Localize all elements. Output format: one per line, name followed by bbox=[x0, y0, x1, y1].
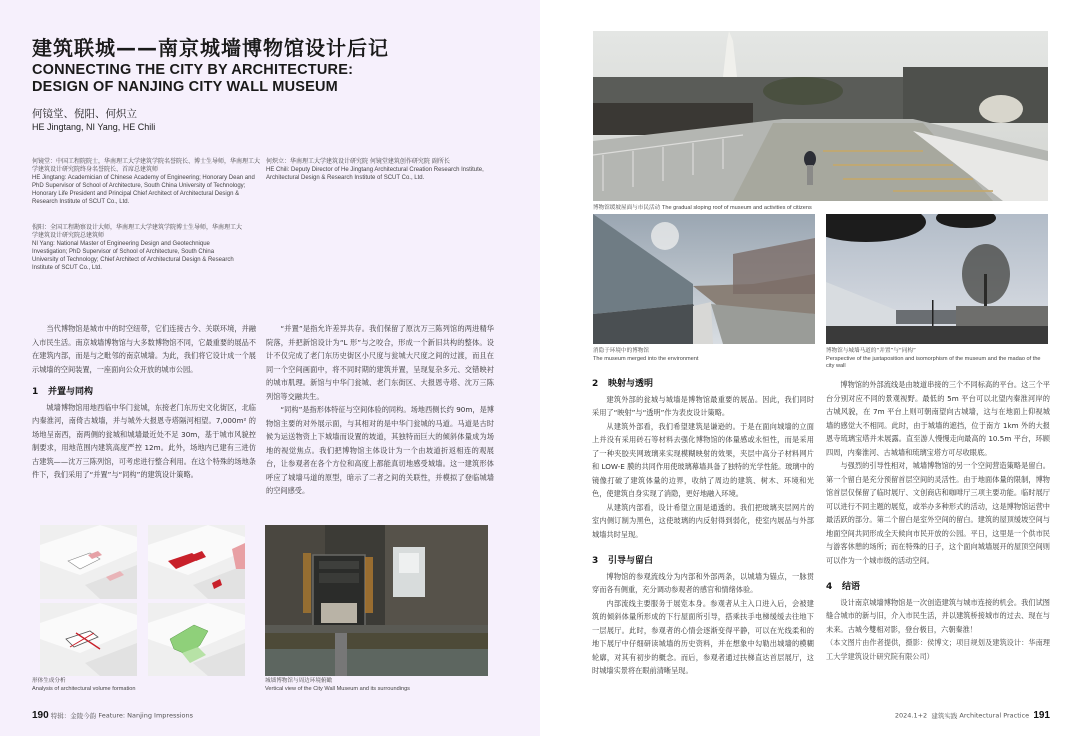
paragraph: 与强烈的引导性相对，城墙博物馆的另一个空间营造策略是留白。第一个留白是充分预留首层空间的灵活性。由于地面体量的限制，博物馆首层仅保留了临时展厅、文创商店和咖啡厅三项主要功能。临时展厅可以进行不同主题的展览，或举办多种形式的活动，这是博物馆运营中最活跃的部分。第二个留白是室外空间的留白。建筑的屋顶缓坡空间与地面空间共同形成全天候向市民开放的公园。平日，这里是一个供市民与游客休憩的场所；而在特殊的日子，这个面向城墙展开的屋顶空间则可以作为一个城市级的活动空间。 bbox=[826, 461, 1050, 565]
title-en-line-2: DESIGN OF NANJING CITY WALL MUSEUM bbox=[32, 79, 338, 95]
caption-cn: 消隐于环境中的博物馆 bbox=[593, 348, 649, 354]
page-number: 191 bbox=[1033, 710, 1050, 721]
section-title: 映射与透明 bbox=[608, 379, 654, 389]
caption-roof bbox=[593, 205, 812, 213]
folio-right bbox=[895, 710, 1050, 721]
caption-cn: 形体生成分析 bbox=[32, 678, 66, 684]
caption-cn: 博物馆与城墙马道的“并置”与“同构” bbox=[826, 348, 916, 354]
section-number: 2 bbox=[592, 379, 599, 389]
paragraph: 博物馆的参观流线分为内部和外部两条，以城墙为锚点，一脉贯穿而各有侧重，充分调动参观者的感官和情绪体验。 bbox=[592, 571, 814, 594]
intro-paragraph: 当代博物馆是城市中的时空纽带，它们连接古今、关联环境，并融入市民生活。南京城墙博物馆与大多数博物馆不同，它最重要的展品不在建筑内部，而是与之毗邻的南京城墙。为此，我们将它设计成一个展示城墙的空间装置，一座面向公众开放的城市公园。 bbox=[32, 324, 256, 374]
photo-credit-note: （本文图片由作者提供，摄影：侯博文；项目规划及建筑设计：华南理工大学建筑设计研究院有限公司） bbox=[826, 638, 1050, 661]
volume-diagram-3 bbox=[40, 603, 137, 676]
section-number: 3 bbox=[592, 556, 599, 566]
caption-en: Analysis of architectural volume formation bbox=[32, 685, 136, 692]
section-number: 1 bbox=[32, 387, 39, 397]
caption-en: The museum merged into the environment bbox=[593, 355, 699, 362]
section-title: 并置与同构 bbox=[48, 387, 94, 397]
paragraph: 内部流线主要服务于展览本身。参观者从主入口进入后，会被建筑的倾斜体量所形成的下行屋面所引导，搭乘扶手电梯缓缓去往地下一层展厅。此时，参观者的心情会逐渐变得平静，可以在光线柔和的地下展厅中仔细研读城墙的历史资料，并在想象中勾勒出城墙的模糊轮廓，对其有初步的概念。而后，参观者通过扶梯直达首层展厅，这时城墙实景将在眼前清晰呈现。 bbox=[592, 598, 814, 675]
authors-cn: 何镜堂、倪阳、何炽立 bbox=[32, 108, 137, 120]
body-column-left-1 bbox=[32, 322, 256, 482]
body-column-right-2 bbox=[826, 378, 1050, 663]
author-bio-ni-yang bbox=[32, 224, 242, 272]
aerial-photo bbox=[265, 525, 488, 676]
caption-perspective bbox=[826, 348, 1048, 371]
bio-cn: 倪阳：全国工程勘察设计大师，华南理工大学建筑学院博士生导师，华南理工大学建筑设计研究院总建筑师 bbox=[32, 224, 243, 239]
section-heading-2 bbox=[592, 378, 814, 392]
bio-cn: 何炽立：华南理工大学建筑设计研究院 何镜堂建筑创作研究院 副所长 bbox=[266, 158, 450, 165]
section-title: 引导与留白 bbox=[608, 556, 654, 566]
paragraph: 从建筑外部看，我们希望建筑是谦逊的。于是在面向城墙的立面上并没有采用砖石等材料去强化博物馆的体量感或永恒性，而是采用了一种夹胶夹网玻璃来实现模糊映射的效果，夹层中高分子材料网片和 LOW-E 膜的共同作用使玻璃幕墙具备了独特的光学性能。玻璃中的镜像打破了建筑体量的边界，收纳了周边的建筑、树木、环境和光色，使建筑自身实现了消隐，更好地融入环境。 bbox=[592, 421, 814, 498]
folio-journal-en: Architectural Practice bbox=[959, 711, 1030, 720]
folio-section-cn: 特辑：金陵今韵 bbox=[50, 712, 97, 720]
caption-environment bbox=[593, 348, 698, 363]
body-column-right-1 bbox=[592, 378, 814, 678]
paragraph: 建筑外部的瓮城与城墙是博物馆最重要的展品。因此，我们同时采用了“映射”与“透明”作为表皮设计策略。 bbox=[592, 394, 814, 417]
author-bio-he-chili bbox=[266, 158, 496, 182]
folio-left bbox=[32, 710, 193, 721]
title-en-line-1: CONNECTING THE CITY BY ARCHITECTURE: bbox=[32, 62, 354, 78]
paragraph: “同构”是指形体特征与空间体验的同构。场地西侧长约 90m，是博物馆主要的对外展示面，与其相对的是中华门瓮城的马道。马道是古时候为运送物资上下城墙而设置的坡道，其独特而巨大的倾斜体量成为场地的视觉焦点。我们把博物馆主体设计为一个由坡道折返相连的观展台，让参观者在各个方位和高度上都能真切地感受城墙。这一建筑形体呼应了城墙马道的原型，暗示了二者之间的关联性，并模拟了登临城墙的空间感受。 bbox=[266, 405, 494, 495]
roof-photo bbox=[593, 31, 1048, 201]
volume-diagram-4 bbox=[148, 603, 245, 676]
section-heading-3 bbox=[592, 555, 814, 569]
section-number: 4 bbox=[826, 582, 833, 592]
author-bio-he-jingtang bbox=[32, 158, 262, 206]
environment-photo bbox=[593, 214, 815, 344]
bio-en: HE Chili: Deputy Director of He Jingtang Architectural Creation Research Institute, Architectural Design & Research Institute of SCUT Co., Ltd. bbox=[266, 167, 484, 181]
bio-en: HE Jingtang: Academician of Chinese Academy of Engineering; Honorary Dean and PhD Supervisor of School of Architecture, South China University of Technology; Honorary Life President and Principal Chief Architect of Architectural Design & Research Institute of SCUT Co., Ltd. bbox=[32, 175, 255, 205]
perspective-photo bbox=[826, 214, 1048, 344]
volume-diagram-1 bbox=[40, 525, 137, 599]
paragraph: 城墙博物馆用地西临中华门瓮城，东接老门东历史文化街区，北临内秦淮河，南倚古城墙，并与城外大报恩寺塔隔河相望。7,000m² 的场地呈南西，南两侧的瓮城和城墙最近处不足 30m，基于城市风貌控制要求，用地范围内建筑高度严控 12m。此外，场地内已建有三进仿古建筑——沈万三陈列馆，可考虑进行整合利用。在这个特殊的场地条件下，我们采用了“并置”与“同构”的建筑设计策略。 bbox=[32, 402, 256, 479]
caption-cn: 城墙博物馆与周边环境俯瞰 bbox=[265, 678, 333, 684]
article-title-en bbox=[32, 62, 353, 96]
caption-aerial-view bbox=[265, 678, 410, 693]
folio-issue: 2024.1+2 bbox=[894, 711, 928, 720]
page-number: 190 bbox=[32, 710, 49, 721]
article-title-cn: 建筑联城——南京城墙博物馆设计后记 bbox=[32, 36, 389, 60]
folio-journal-cn: 建筑实践 bbox=[931, 712, 958, 720]
caption-volume-formation bbox=[32, 678, 136, 693]
paragraph: 博物馆的外部流线是由坡道串接的三个不同标高的平台。这三个平台分别对应不同的景观视野。最低的 5m 平台可以北望内秦淮河岸的古城风貌，在 7m 平台上则可朝南望向古城墙，这与在地面上仰视城墙的感觉大不相同。此时，由于城墙的遮挡，位于南方 1km 外的大报恩寺琉璃宝塔并未展露。直至游人慢慢走向最高的 10.5m 平台，环顾四周，内秦淮河、古城墙和琉璃宝塔方可尽收眼底。 bbox=[826, 380, 1050, 457]
bio-en: NI Yang: National Master of Engineering Design and Geotechnique Investigation; PhD Supervisor of School of Architecture, South China University of Technology; Chief Architect of Architectural Design & Research Institute of SCUT Co., Ltd. bbox=[32, 241, 234, 271]
authors-en: HE Jingtang, NI Yang, HE Chili bbox=[32, 122, 156, 132]
paragraph: 从建筑内部看，设计希望立面是通透的。我们把玻璃夹层网片的室内侧订制为黑色，这使玻璃的内反射得到弱化，使室内展品与外部城墙共时呈现。 bbox=[592, 502, 814, 539]
section-heading-4 bbox=[826, 581, 1050, 595]
folio-section-en: Feature: Nanjing Impressions bbox=[98, 711, 194, 720]
body-column-left-2 bbox=[266, 322, 494, 498]
caption-cn: 博物馆缓坡屋面与市民活动 bbox=[593, 205, 661, 211]
section-heading-1 bbox=[32, 386, 256, 400]
paragraph: 设计南京城墙博物馆是一次创造建筑与城市连接的机会。我们试图缝合城市的新与旧，介入市民生活，并以建筑桥接城市的过去、现在与未来。古城今雙相对影，登台极目，六朝秦淮！ bbox=[826, 597, 1050, 634]
volume-diagram-2 bbox=[148, 525, 245, 599]
bio-cn: 何镜堂：中国工程院院士，华南理工大学建筑学院名誉院长、博士生导师，华南理工大学建筑设计研究院终身名誉院长、首席总建筑师 bbox=[32, 158, 261, 173]
caption-en: Vertical view of the City Wall Museum and its surroundings bbox=[265, 685, 410, 692]
paragraph: “并置”是指允许差异共存。我们保留了原沈万三陈列馆的两进精华院落，并把新馆设计为“L 形”与之咬合，形成一个新旧共构的整体。设计不仅完成了老门东历史街区小尺度与瓮城大尺度之间的过渡，而且在同一个空间画面中，将不同时期的建筑并置，呈现复杂多元、交错映衬的城市肌理。新馆与中华门瓮城、老门东街区、大报恩寺塔、沈万三陈列馆等交融共生。 bbox=[266, 324, 494, 401]
caption-en: The gradual sloping roof of museum and activities of citizens bbox=[661, 205, 812, 211]
caption-en: Perspective of the juxtaposition and isomorphism of the museum and the madao of the city wall bbox=[826, 355, 1041, 369]
section-title: 结语 bbox=[842, 582, 861, 592]
